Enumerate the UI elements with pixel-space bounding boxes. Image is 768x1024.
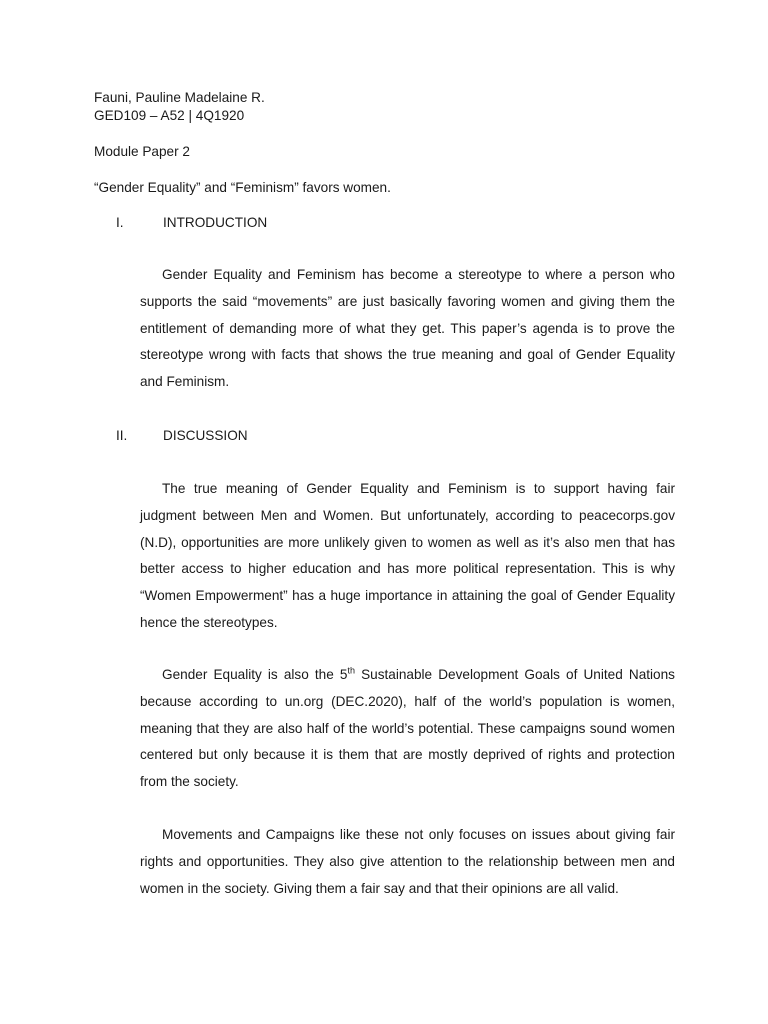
discussion-paragraph-3: Movements and Campaigns like these not only focuses on issues about giving fair rights and opportunities. They also give attention to the relationship between men and women in the society. Giving them a fair say and that their opinions are all valid. bbox=[140, 827, 675, 896]
section-numeral: II. bbox=[116, 428, 128, 443]
section-numeral: I. bbox=[116, 215, 124, 230]
section-title: DISCUSSION bbox=[163, 428, 248, 443]
introduction-paragraph: Gender Equality and Feminism has become a stereotype to where a person who supports the said “movements” are just basically favoring women and giving them the entitlement of demanding more of what they get. This paper’s agenda is to prove the stereotype wrong with facts that shows the true meaning and goal of Gender Equality and Feminism. bbox=[140, 267, 675, 390]
module-label: Module Paper 2 bbox=[94, 144, 190, 159]
course-code: GED109 – A52 | 4Q1920 bbox=[94, 108, 245, 123]
author-name: Fauni, Pauline Madelaine R. bbox=[94, 90, 265, 105]
discussion-paragraph-1: The true meaning of Gender Equality and Feminism is to support having fair judgment between Men and Women. But unfortunately, according to peacecorps.gov (N.D), opportunities are more unlikely given to women as well as it’s also men that has better access to higher education and has more political representation. This is why “Women Empowerment” has a huge importance in attaining the goal of Gender Equality hence the stereotypes. bbox=[140, 481, 675, 630]
sdg-text-start: Gender Equality is also the 5 bbox=[162, 667, 348, 682]
paper-title: “Gender Equality” and “Feminism” favors women. bbox=[94, 180, 391, 195]
sdg-text-end: Sustainable Development Goals of United Nations because according to un.org (DEC.2020), half of the world’s population is women, meaning that they are also half of the world’s potential. These campaigns sound women centered but only because it is them that are mostly deprived of rights and protection from the society. bbox=[140, 667, 675, 790]
section-title: INTRODUCTION bbox=[163, 215, 268, 230]
ordinal-superscript: th bbox=[347, 665, 355, 676]
discussion-paragraph-2 bbox=[140, 662, 675, 796]
